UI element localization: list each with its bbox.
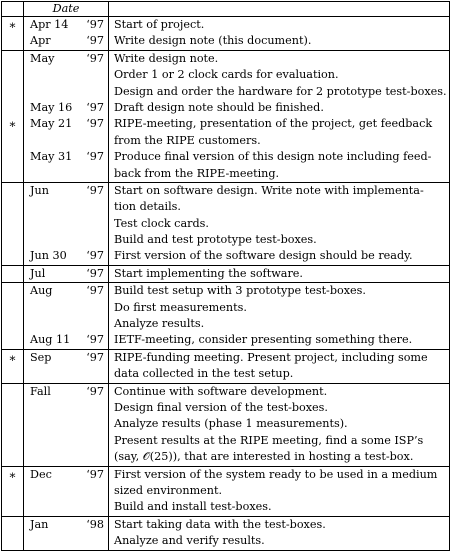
date-year: ‘97	[86, 249, 104, 263]
description-line: Do first measurements.	[114, 300, 247, 314]
milestone-mark-cell	[2, 265, 24, 282]
date-line	[24, 216, 108, 232]
description-cell	[109, 466, 450, 516]
milestone-mark-cell	[2, 466, 24, 516]
date-line	[24, 51, 108, 67]
date-month: Jul	[30, 266, 46, 280]
date-month: Jun	[30, 183, 49, 197]
date-month: Sep	[30, 350, 52, 364]
date-month: Dec	[30, 467, 52, 481]
milestone-mark	[2, 400, 23, 416]
description-line: Start taking data with the test-boxes.	[114, 517, 326, 531]
description-cell	[109, 349, 450, 383]
description-line: data collected in the test setup.	[114, 367, 294, 381]
date-line	[24, 300, 108, 316]
date-line	[24, 499, 108, 515]
date-line	[24, 33, 108, 49]
date-line	[24, 483, 108, 499]
date-month: Jun 30	[30, 249, 67, 263]
description-line: Build test setup with 3 prototype test-boxes.	[114, 284, 366, 298]
header-mark	[2, 2, 24, 17]
milestone-mark: ∗	[8, 18, 17, 32]
milestone-mark	[2, 283, 23, 299]
description-line: Draft design note should be finished.	[114, 100, 324, 114]
date-line	[24, 416, 108, 432]
table-row	[2, 349, 450, 383]
date-line	[24, 248, 108, 264]
date-cell	[24, 349, 109, 383]
description-line: Write design note.	[114, 51, 219, 65]
date-year: ‘97	[86, 467, 104, 481]
milestone-mark	[2, 533, 23, 549]
date-month: May 16	[30, 100, 73, 114]
description-cell	[109, 383, 450, 466]
date-cell	[24, 383, 109, 466]
date-line	[24, 149, 108, 165]
date-year: ‘97	[86, 350, 104, 364]
table-row	[2, 265, 450, 282]
description-line: RIPE-meeting, presentation of the project, get feedback	[114, 117, 433, 131]
description-line: First version of the system ready to be used in a medium	[114, 467, 438, 481]
date-line	[24, 316, 108, 332]
table-row	[2, 383, 450, 466]
description-cell	[109, 50, 450, 182]
date-month: May	[30, 51, 55, 65]
description-cell	[109, 265, 450, 282]
description-cell	[109, 516, 450, 550]
milestone-mark	[2, 216, 23, 232]
table-row	[2, 283, 450, 350]
description-cell	[109, 283, 450, 350]
schedule-group	[2, 265, 450, 282]
header-description	[109, 2, 450, 17]
milestone-mark: ∗	[8, 350, 17, 365]
milestone-mark	[2, 33, 23, 49]
date-line	[24, 100, 108, 116]
date-line	[24, 517, 108, 533]
date-year: ‘97	[86, 183, 104, 197]
schedule-group	[2, 50, 450, 182]
date-cell	[24, 265, 109, 282]
schedule-group	[2, 466, 450, 516]
date-month: Aug 11	[30, 333, 71, 347]
header-date: Date	[24, 2, 109, 17]
schedule-group	[2, 383, 450, 466]
milestone-mark	[2, 366, 23, 382]
description-line: Build and install test-boxes.	[114, 500, 272, 514]
milestone-mark	[2, 166, 23, 182]
date-month: Jan	[30, 517, 49, 531]
milestone-mark-cell	[2, 182, 24, 265]
date-line	[24, 183, 108, 199]
date-year: ‘97	[86, 384, 104, 398]
milestone-mark	[2, 483, 23, 499]
date-month: May 21	[30, 117, 73, 131]
date-year: ‘97	[86, 284, 104, 298]
description-line: from the RIPE customers.	[114, 133, 261, 147]
date-line	[24, 350, 108, 366]
milestone-mark-cell	[2, 349, 24, 383]
milestone-mark	[2, 300, 23, 316]
date-line	[24, 449, 108, 465]
milestone-mark-cell	[2, 17, 24, 51]
description-line: Order 1 or 2 clock cards for evaluation.	[114, 68, 339, 82]
table-row	[2, 17, 450, 51]
schedule-group	[2, 349, 450, 383]
milestone-mark	[2, 67, 23, 83]
milestone-mark	[2, 100, 23, 116]
date-line	[24, 384, 108, 400]
date-line	[24, 467, 108, 483]
date-year: ‘97	[86, 266, 104, 280]
description-line: Produce final version of this design note including feed-	[114, 150, 432, 164]
table-row	[2, 182, 450, 265]
milestone-mark	[2, 384, 23, 400]
milestone-mark	[2, 332, 23, 348]
milestone-mark	[2, 199, 23, 215]
description-line: Analyze results.	[114, 317, 205, 331]
milestone-mark	[2, 449, 23, 465]
description-cell	[109, 17, 450, 51]
date-year: ‘98	[86, 517, 104, 531]
date-cell	[24, 182, 109, 265]
date-cell	[24, 50, 109, 182]
date-cell	[24, 283, 109, 350]
schedule-group	[2, 182, 450, 265]
description-line: back from the RIPE-meeting.	[114, 166, 280, 180]
description-line: Design final version of the test-boxes.	[114, 400, 328, 414]
date-cell	[24, 516, 109, 550]
date-cell	[24, 17, 109, 51]
table-row	[2, 50, 450, 182]
milestone-mark	[2, 517, 23, 533]
description-line: First version of the software design should be ready.	[114, 249, 413, 263]
milestone-mark	[2, 499, 23, 515]
milestone-mark	[2, 266, 23, 282]
description-line: RIPE-funding meeting. Present project, including some	[114, 350, 428, 364]
description-line: sized environment.	[114, 483, 223, 497]
description-line: tion details.	[114, 200, 181, 214]
date-line	[24, 332, 108, 348]
date-line	[24, 67, 108, 83]
date-line	[24, 366, 108, 382]
milestone-mark	[2, 416, 23, 432]
description-line: Present results at the RIPE meeting, find a some ISP’s	[114, 433, 424, 447]
date-month: Fall	[30, 384, 51, 398]
description-line: Continue with software development.	[114, 384, 328, 398]
date-year: ‘97	[86, 18, 104, 31]
date-year: ‘97	[86, 117, 104, 131]
date-year: ‘97	[86, 150, 104, 164]
milestone-mark: ∗	[8, 467, 17, 482]
milestone-mark-cell	[2, 50, 24, 182]
description-cell	[109, 182, 450, 265]
date-line	[24, 400, 108, 416]
description-line: (say, 𝒪(25)), that are interested in hosting a test-box.	[114, 450, 414, 464]
date-line	[24, 232, 108, 248]
date-line	[24, 133, 108, 149]
description-line: Start on software design. Write note with implementa-	[114, 183, 424, 197]
milestone-mark	[2, 149, 23, 165]
milestone-mark	[2, 316, 23, 332]
schedule-table	[1, 1, 450, 551]
milestone-mark	[2, 84, 23, 100]
table-row	[2, 516, 450, 550]
date-month: Aug	[30, 284, 53, 298]
description-line: Design and order the hardware for 2 prototype test-boxes.	[114, 84, 447, 98]
description-line: Start of project.	[114, 18, 205, 31]
date-month: Apr 14	[30, 18, 69, 31]
description-line: IETF-meeting, consider presenting something there.	[114, 333, 413, 347]
schedule-group	[2, 17, 450, 51]
milestone-mark-cell	[2, 283, 24, 350]
milestone-mark: ∗	[8, 117, 17, 132]
description-line: Start implementing the software.	[114, 266, 303, 280]
date-year: ‘97	[86, 100, 104, 114]
date-line	[24, 283, 108, 299]
date-year: ‘97	[86, 51, 104, 65]
date-year: ‘97	[86, 333, 104, 347]
date-line	[24, 84, 108, 100]
date-line	[24, 533, 108, 549]
date-line	[24, 116, 108, 132]
description-line: Analyze results (phase 1 measurements).	[114, 417, 348, 431]
milestone-mark	[2, 232, 23, 248]
date-cell	[24, 466, 109, 516]
date-year: ‘97	[86, 34, 104, 48]
date-line	[24, 433, 108, 449]
milestone-mark	[2, 133, 23, 149]
date-month: Apr	[30, 34, 51, 48]
milestone-mark-cell	[2, 383, 24, 466]
table-header	[2, 2, 450, 17]
date-line	[24, 266, 108, 282]
milestone-mark	[2, 433, 23, 449]
date-month: May 31	[30, 150, 73, 164]
milestone-mark	[2, 51, 23, 67]
description-line: Test clock cards.	[114, 216, 209, 230]
schedule-group	[2, 283, 450, 350]
date-line	[24, 17, 108, 33]
description-line: Build and test prototype test-boxes.	[114, 233, 317, 247]
schedule-group	[2, 516, 450, 550]
milestone-mark-cell	[2, 516, 24, 550]
table-row	[2, 466, 450, 516]
milestone-mark	[2, 183, 23, 199]
date-line	[24, 199, 108, 215]
milestone-mark	[2, 248, 23, 264]
date-line	[24, 166, 108, 182]
description-line: Analyze and verify results.	[114, 534, 265, 548]
description-line: Write design note (this document).	[114, 34, 312, 48]
